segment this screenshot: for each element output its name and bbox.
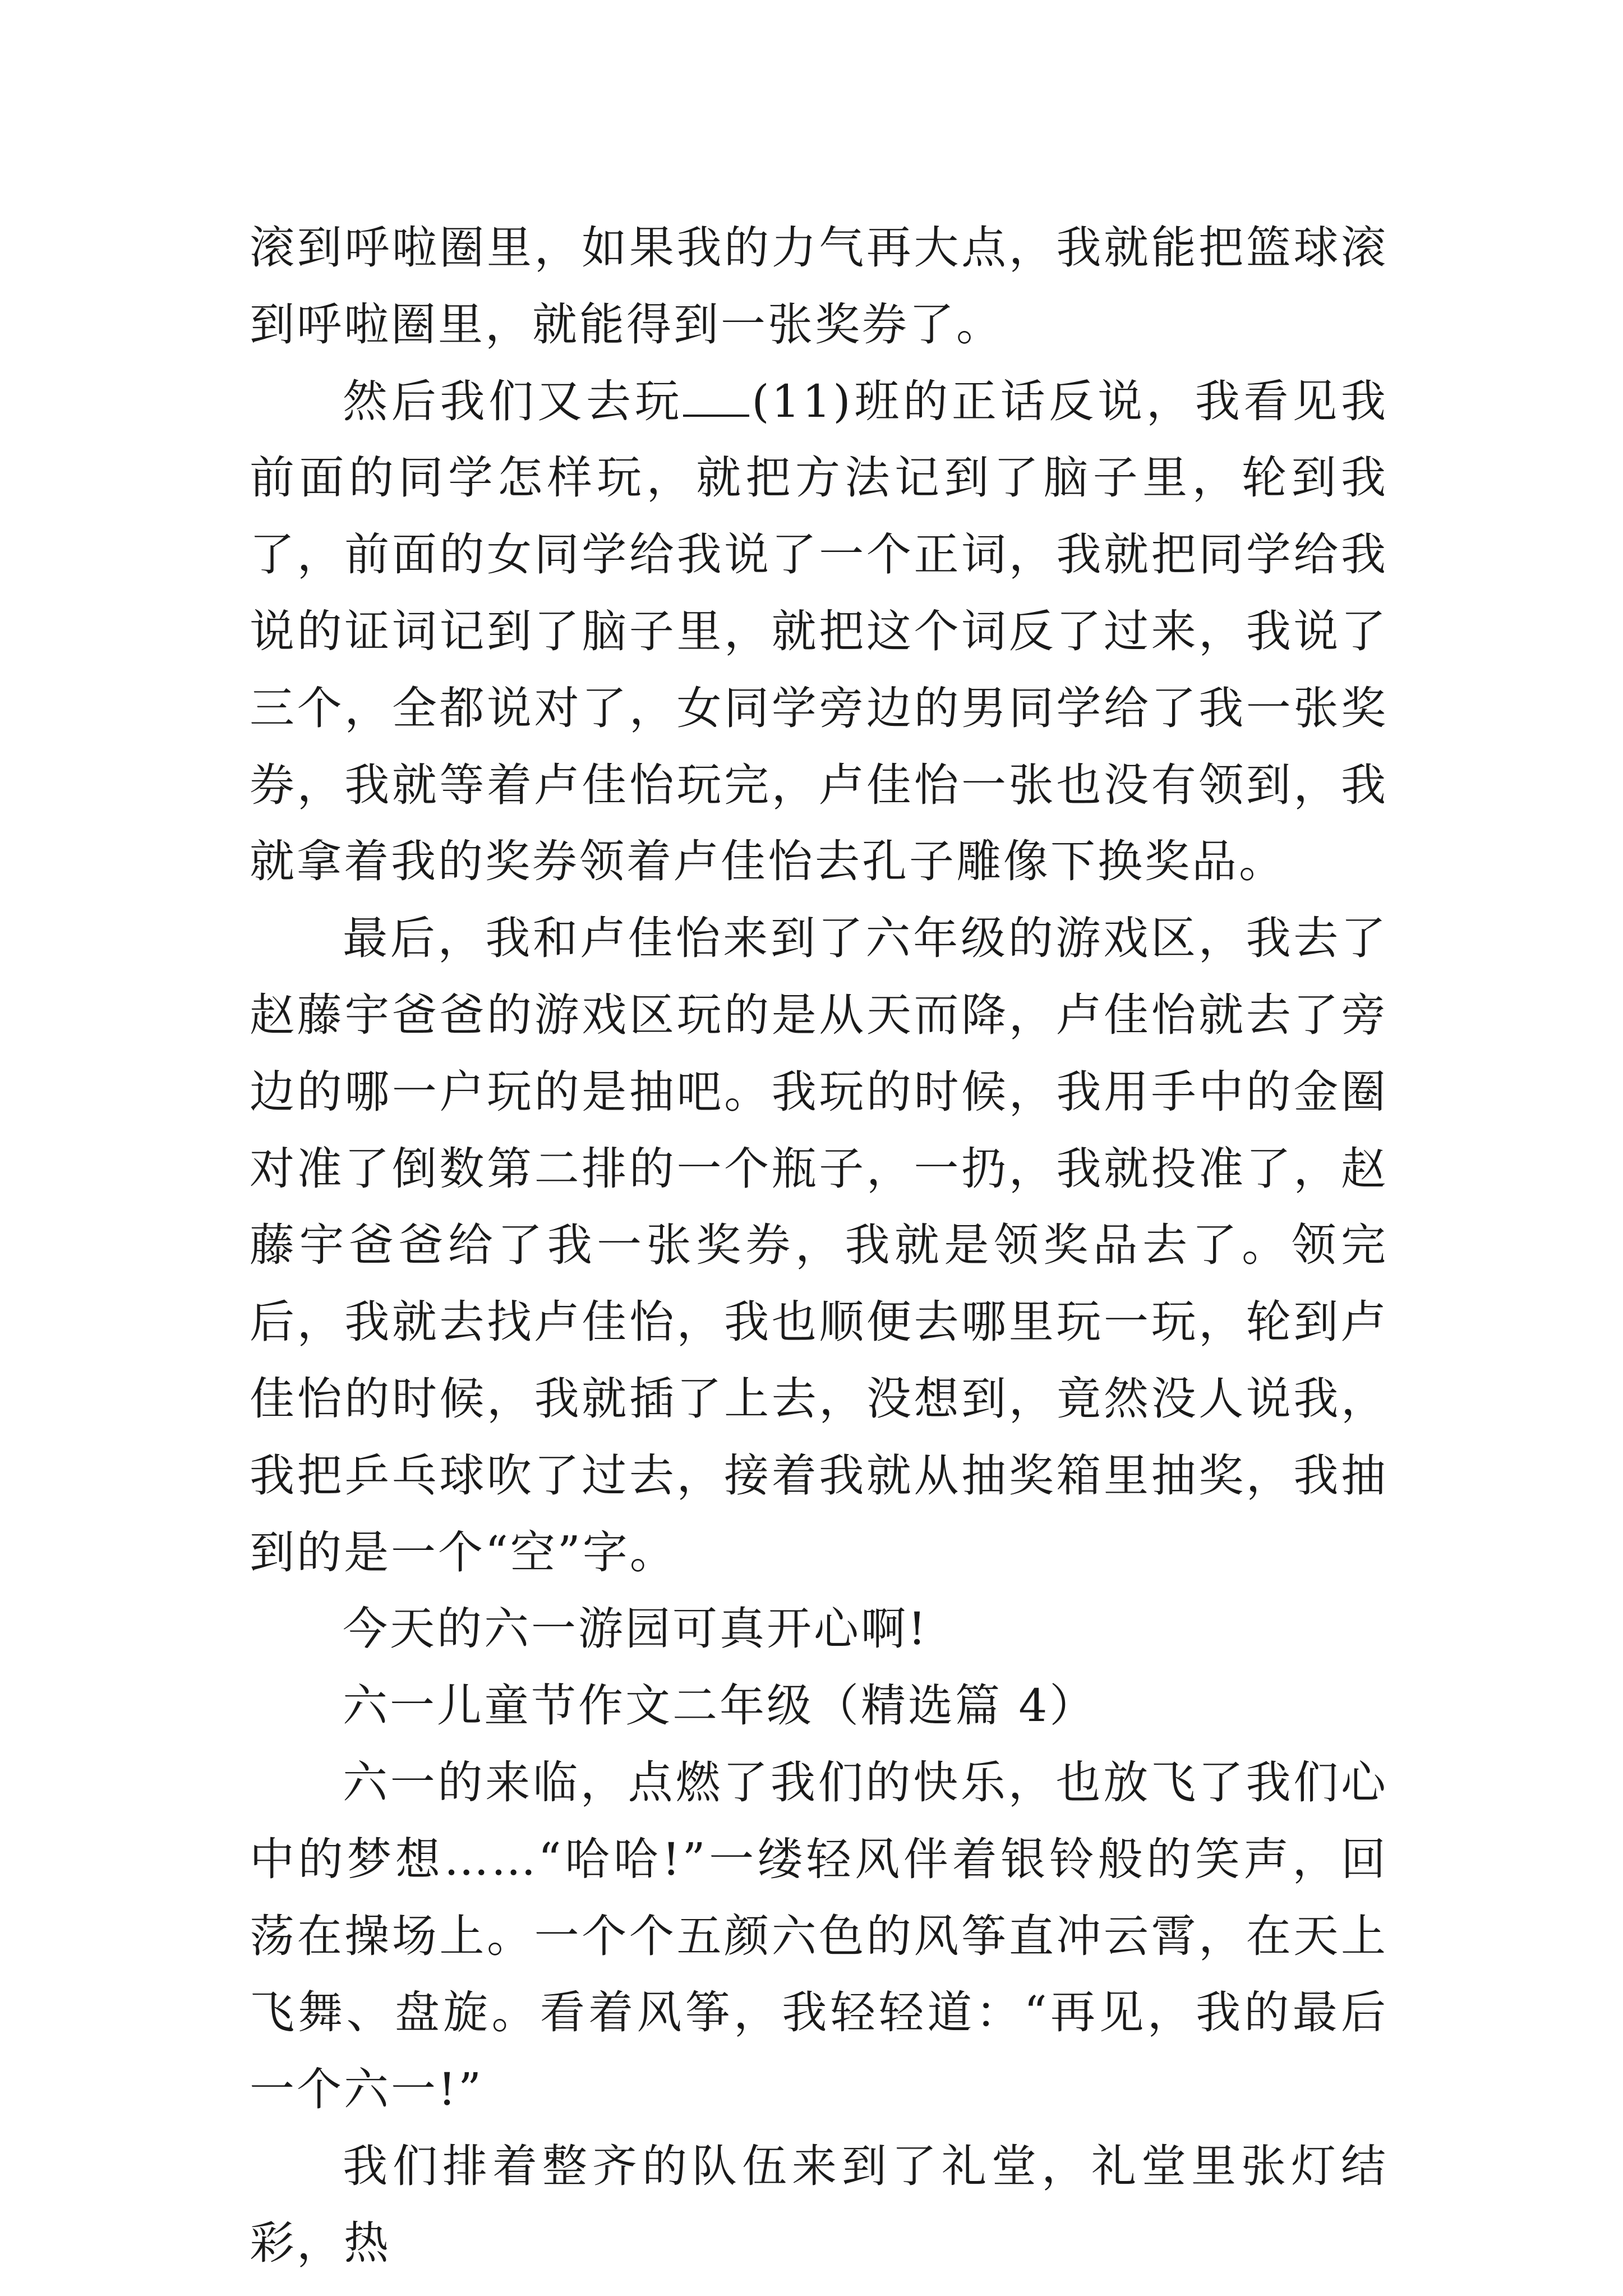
paragraph-sixth-grade-area: 最后，我和卢佳怡来到了六年级的游戏区，我去了赵藤宇爸爸的游戏区玩的是从天而降，卢佳怡就去了旁边的哪一户玩的是抽吧。我玩的时候，我用手中的金圈对准了倒数第二排的一个瓶子，一扔，我就投准了，赵藤宇爸爸给了我一张奖券，我就是领奖品去了。领完后，我就去找卢佳怡，我也顺便去哪里玩一玩，轮到卢佳怡的时候，我就插了上去，没想到，竟然没人说我，我把乒乓球吹了过去，接着我就从抽奖箱里抽奖，我抽到的是一个“空”字。	[250, 912, 1388, 1579]
paragraph-text-after-blank: (11)班的正话反说，我看见我前面的同学怎样玩，就把方法记到了脑子里，轮到我了，前面的女同学给我说了一个正词，我就把同学给我说的证词记到了脑子里，就把这个词反了过来，我说了三个，全都说对了，女同学旁边的男同学给了我一张奖券，我就等着卢佳怡玩完，卢佳怡一张也没有领到，我就拿着我的奖券领着卢佳怡去孔子雕像下换奖品。	[250, 375, 1388, 888]
paragraph-continuation: 滚到呼啦圈里，如果我的力气再大点，我就能把篮球滚到呼啦圈里，就能得到一张奖券了。	[250, 222, 1388, 351]
paragraph-guess-game	[250, 364, 1388, 901]
document-body	[250, 210, 1388, 2282]
paragraph-conclusion: 今天的六一游园可真开心啊!	[343, 1603, 929, 1655]
section-heading: 六一儿童节作文二年级（精选篇 4）	[343, 1680, 1097, 1732]
paragraph-kites: 六一的来临，点燃了我们的快乐，也放飞了我们心中的梦想……“哈哈!”一缕轻风伴着银铃般的笑声，回荡在操场上。一个个五颜六色的风筝直冲云霄，在天上飞舞、盘旋。看着风筝，我轻轻道：“再见，我的最后一个六一!”	[250, 1756, 1388, 2116]
paragraph-auditorium: 我们排着整齐的队伍来到了礼堂，礼堂里张灯结彩，热	[250, 2139, 1388, 2269]
fill-in-blank-line	[683, 381, 749, 417]
paragraph-text-before-blank: 然后我们又去玩	[343, 375, 684, 427]
